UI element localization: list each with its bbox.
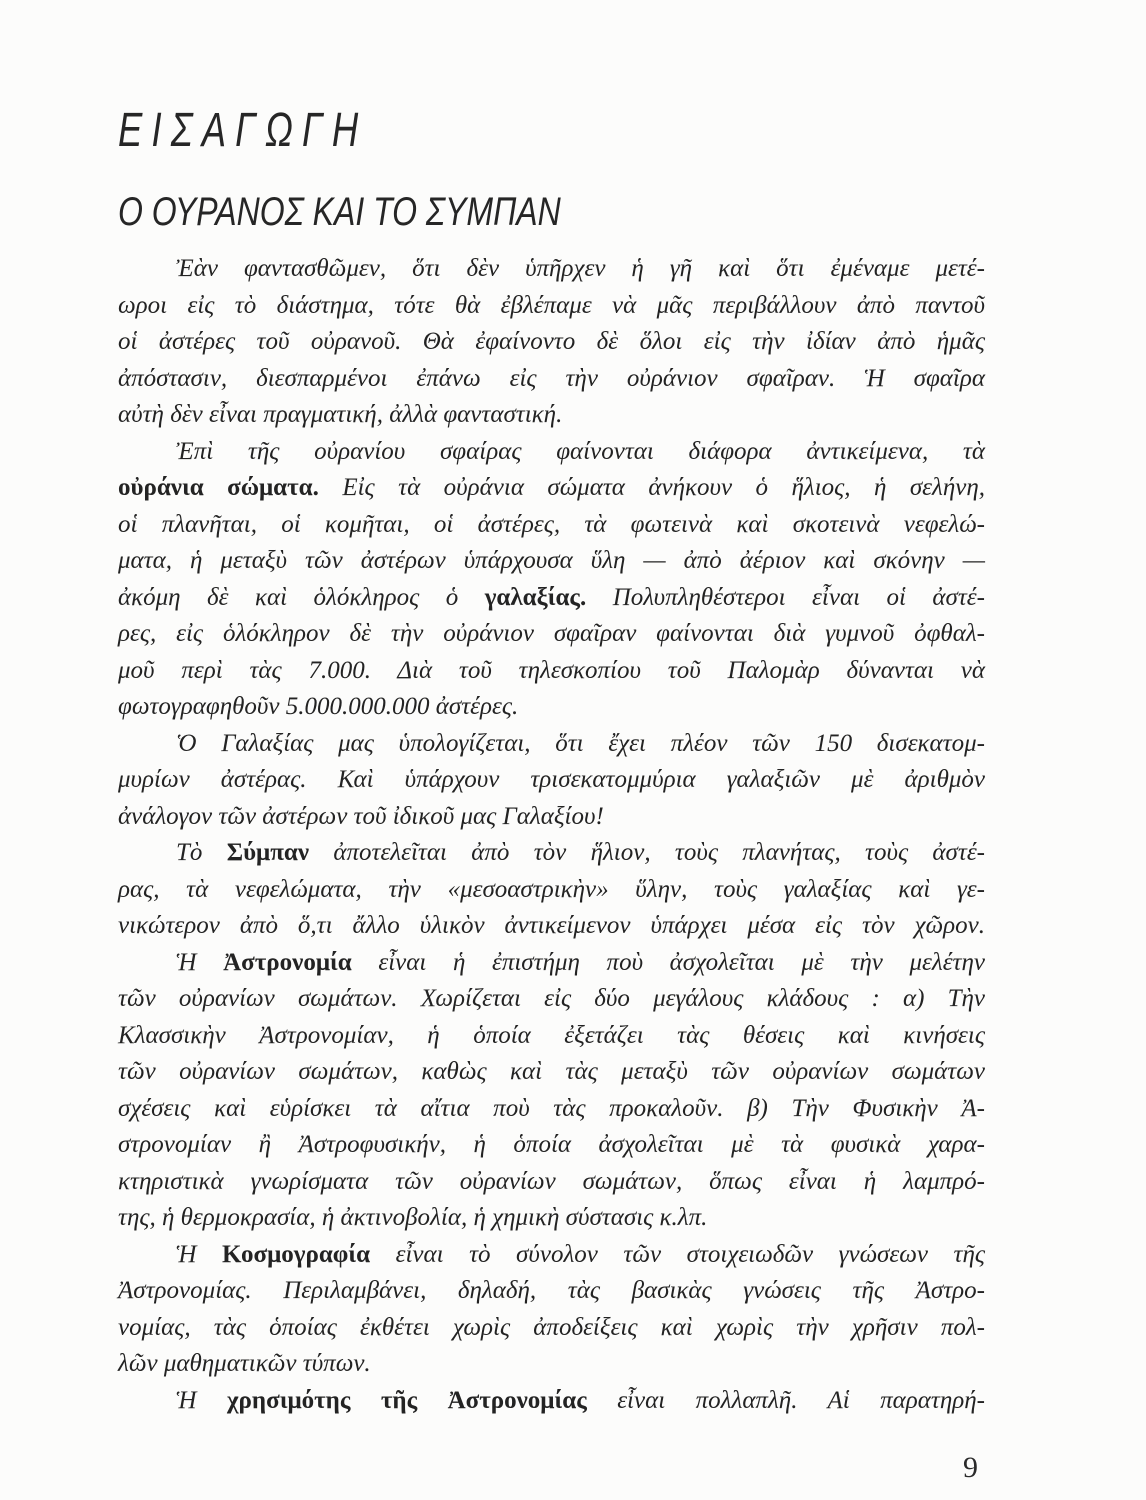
text-line: ἀνάλογον τῶν ἀστέρων τοῦ ἰδικοῦ μας Γαλαξίου! bbox=[118, 802, 604, 830]
text-line bbox=[118, 470, 985, 507]
text-line: αὐτὴ δὲν εἶναι πραγματική, ἀλλὰ φανταστική. bbox=[118, 401, 563, 428]
text-line bbox=[118, 1237, 985, 1274]
line-segment: εἶναι πολλαπλῆ. Αἱ παρατηρή- bbox=[586, 1386, 985, 1414]
text-line: Ἀστρονομίας. Περιλαμβάνει, δηλαδή, τὰς βασικὰς γνώσεις τῆς Ἀστρο- bbox=[118, 1277, 985, 1304]
line-segment: Εἰς τὰ οὐράνια σώματα ἀνήκουν ὁ ἥλιος, ἡ σελήνη, bbox=[318, 474, 986, 501]
text-line: οἱ ἀστέρες τοῦ οὐρανοῦ. Θὰ ἐφαίνοντο δὲ ὅλοι εἰς τὴν ἰδίαν ἀπὸ ἡμᾶς bbox=[118, 328, 985, 355]
bold-term: οὐράνια σώματα. bbox=[118, 474, 319, 501]
section-title: Ο ΟΥΡΑΝΟΣ ΚΑΙ ΤΟ ΣΥΜΠΑΝ bbox=[118, 190, 561, 234]
text-line bbox=[118, 835, 985, 872]
bold-term: Ἀστρονομία bbox=[223, 948, 352, 976]
line-segment: εἶναι ἡ ἐπιστήμη ποὺ ἀσχολεῖται μὲ τὴν μελέτην bbox=[351, 948, 985, 976]
line-segment: εἶναι τὸ σύνολον τῶν στοιχειωδῶν γνώσεων τῆς bbox=[370, 1240, 985, 1268]
text-line bbox=[118, 945, 985, 982]
text-line: ωροι εἰς τὸ διάστημα, τότε θὰ ἐβλέπαμε νὰ μᾶς περιβάλλουν ἀπὸ παντοῦ bbox=[118, 291, 985, 319]
paragraph bbox=[118, 726, 985, 836]
text-line: Ἐπὶ τῆς οὐρανίου σφαίρας φαίνονται διάφορα ἀντικείμενα, τὰ bbox=[176, 437, 985, 465]
paragraph bbox=[118, 835, 985, 945]
text-line: νομίας, τὰς ὁποίας ἐκθέτει χωρὶς ἀποδείξεις καὶ χωρὶς τὴν χρῆσιν πολ- bbox=[118, 1313, 985, 1341]
paragraph bbox=[118, 945, 985, 1237]
text-line: ἀπόστασιν, διεσπαρμένοι ἐπάνω εἰς τὴν οὐράνιον σφαῖραν. Ἡ σφαῖρα bbox=[118, 364, 985, 392]
text-line: σχέσεις καὶ εὑρίσκει τὰ αἴτια ποὺ τὰς προκαλοῦν. β) Τὴν Φυσικὴν Ἀ- bbox=[118, 1094, 985, 1122]
text-line: της, ἡ θερμοκρασία, ἡ ἀκτινοβολία, ἡ χημικὴ σύστασις κ.λπ. bbox=[118, 1204, 708, 1231]
bold-term: Κοσμογραφία bbox=[222, 1240, 371, 1268]
text-line: κτηριστικὰ γνωρίσματα τῶν οὐρανίων σωμάτων, ὅπως εἶναι ἡ λαμπρό- bbox=[118, 1167, 985, 1195]
text-line: τῶν οὐρανίων σωμάτων. Χωρίζεται εἰς δύο μεγάλους κλάδους : α) Τὴν bbox=[118, 985, 985, 1012]
body-text bbox=[118, 251, 985, 1419]
text-line: Ὁ Γαλαξίας μας ὑπολογίζεται, ὅτι ἔχει πλέον τῶν 150 δισεκατομ- bbox=[176, 729, 985, 757]
text-line: ματα, ἡ μεταξὺ τῶν ἀστέρων ὑπάρχουσα ὕλη — ἀπὸ ἀέριον καὶ σκόνην — bbox=[118, 547, 985, 574]
line-segment: Πολυπληθέστεροι εἶναι οἱ ἀστέ- bbox=[586, 583, 985, 611]
text-line bbox=[118, 1383, 985, 1420]
bold-term: γαλαξίας. bbox=[484, 583, 587, 611]
text-line: στρονομίαν ἢ Ἀστροφυσικήν, ἡ ὁποία ἀσχολεῖται μὲ τὰ φυσικὰ χαρα- bbox=[118, 1131, 985, 1158]
paragraph bbox=[118, 251, 985, 434]
text-line: Ἐὰν φαντασθῶμεν, ὅτι δὲν ὑπῆρχεν ἡ γῆ καὶ ὅτι ἐμέναμε μετέ- bbox=[176, 255, 985, 282]
paragraph bbox=[118, 1383, 985, 1420]
text-line: ρες, εἰς ὁλόκληρον δὲ τὴν οὐράνιον σφαῖραν φαίνονται διὰ γυμνοῦ ὀφθαλ- bbox=[118, 620, 985, 647]
text-line: νικώτερον ἀπὸ ὅ,τι ἄλλο ὑλικὸν ἀντικείμενον ὑπάρχει μέσα εἰς τὸν χῶρον. bbox=[118, 912, 985, 939]
chapter-title: ΕΙΣΑΓΩΓΗ bbox=[118, 104, 368, 157]
paragraph bbox=[118, 434, 985, 726]
text-line: τῶν οὐρανίων σωμάτων, καθὼς καὶ τὰς μεταξὺ τῶν οὐρανίων σωμάτων bbox=[118, 1058, 985, 1085]
line-segment: Τὸ bbox=[176, 839, 227, 866]
line-segment: Ἡ bbox=[176, 1240, 223, 1268]
bold-term: χρησιμότης τῆς Ἀστρονομίας bbox=[226, 1386, 587, 1414]
page-number: 9 bbox=[963, 1451, 978, 1484]
text-line: φωτογραφηθοῦν 5.000.000.000 ἀστέρες. bbox=[118, 693, 519, 720]
text-line: λῶν μαθηματικῶν τύπων. bbox=[118, 1350, 371, 1377]
text-line: μυρίων ἀστέρας. Καὶ ὑπάρχουν τρισεκατομμύρια γαλαξιῶν μὲ ἀριθμὸν bbox=[118, 766, 985, 793]
text-line: ρας, τὰ νεφελώματα, τὴν «μεσοαστρικὴν» ὕλην, τοὺς γαλαξίας καὶ γε- bbox=[118, 875, 985, 903]
line-segment: Ἡ bbox=[176, 948, 224, 976]
bold-term: Σύμπαν bbox=[226, 839, 310, 866]
line-segment: ἀποτελεῖται ἀπὸ τὸν ἥλιον, τοὺς πλανήτας, τοὺς ἀστέ- bbox=[309, 839, 985, 866]
line-segment: Ἡ bbox=[176, 1386, 227, 1414]
line-segment: ἀκόμη δὲ καὶ ὁλόκληρος ὁ bbox=[118, 583, 485, 611]
text-line: Κλασσικὴν Ἀστρονομίαν, ἡ ὁποία ἐξετάζει τὰς θέσεις καὶ κινήσεις bbox=[118, 1021, 985, 1049]
paragraph bbox=[118, 1237, 985, 1383]
text-line bbox=[118, 580, 985, 617]
text-line: μοῦ περὶ τὰς 7.000. Διὰ τοῦ τηλεσκοπίου τοῦ Παλομὰρ δύνανται νὰ bbox=[118, 656, 985, 684]
text-line: οἱ πλανῆται, οἱ κομῆται, οἱ ἀστέρες, τὰ φωτεινὰ καὶ σκοτεινὰ νεφελώ- bbox=[118, 510, 985, 538]
